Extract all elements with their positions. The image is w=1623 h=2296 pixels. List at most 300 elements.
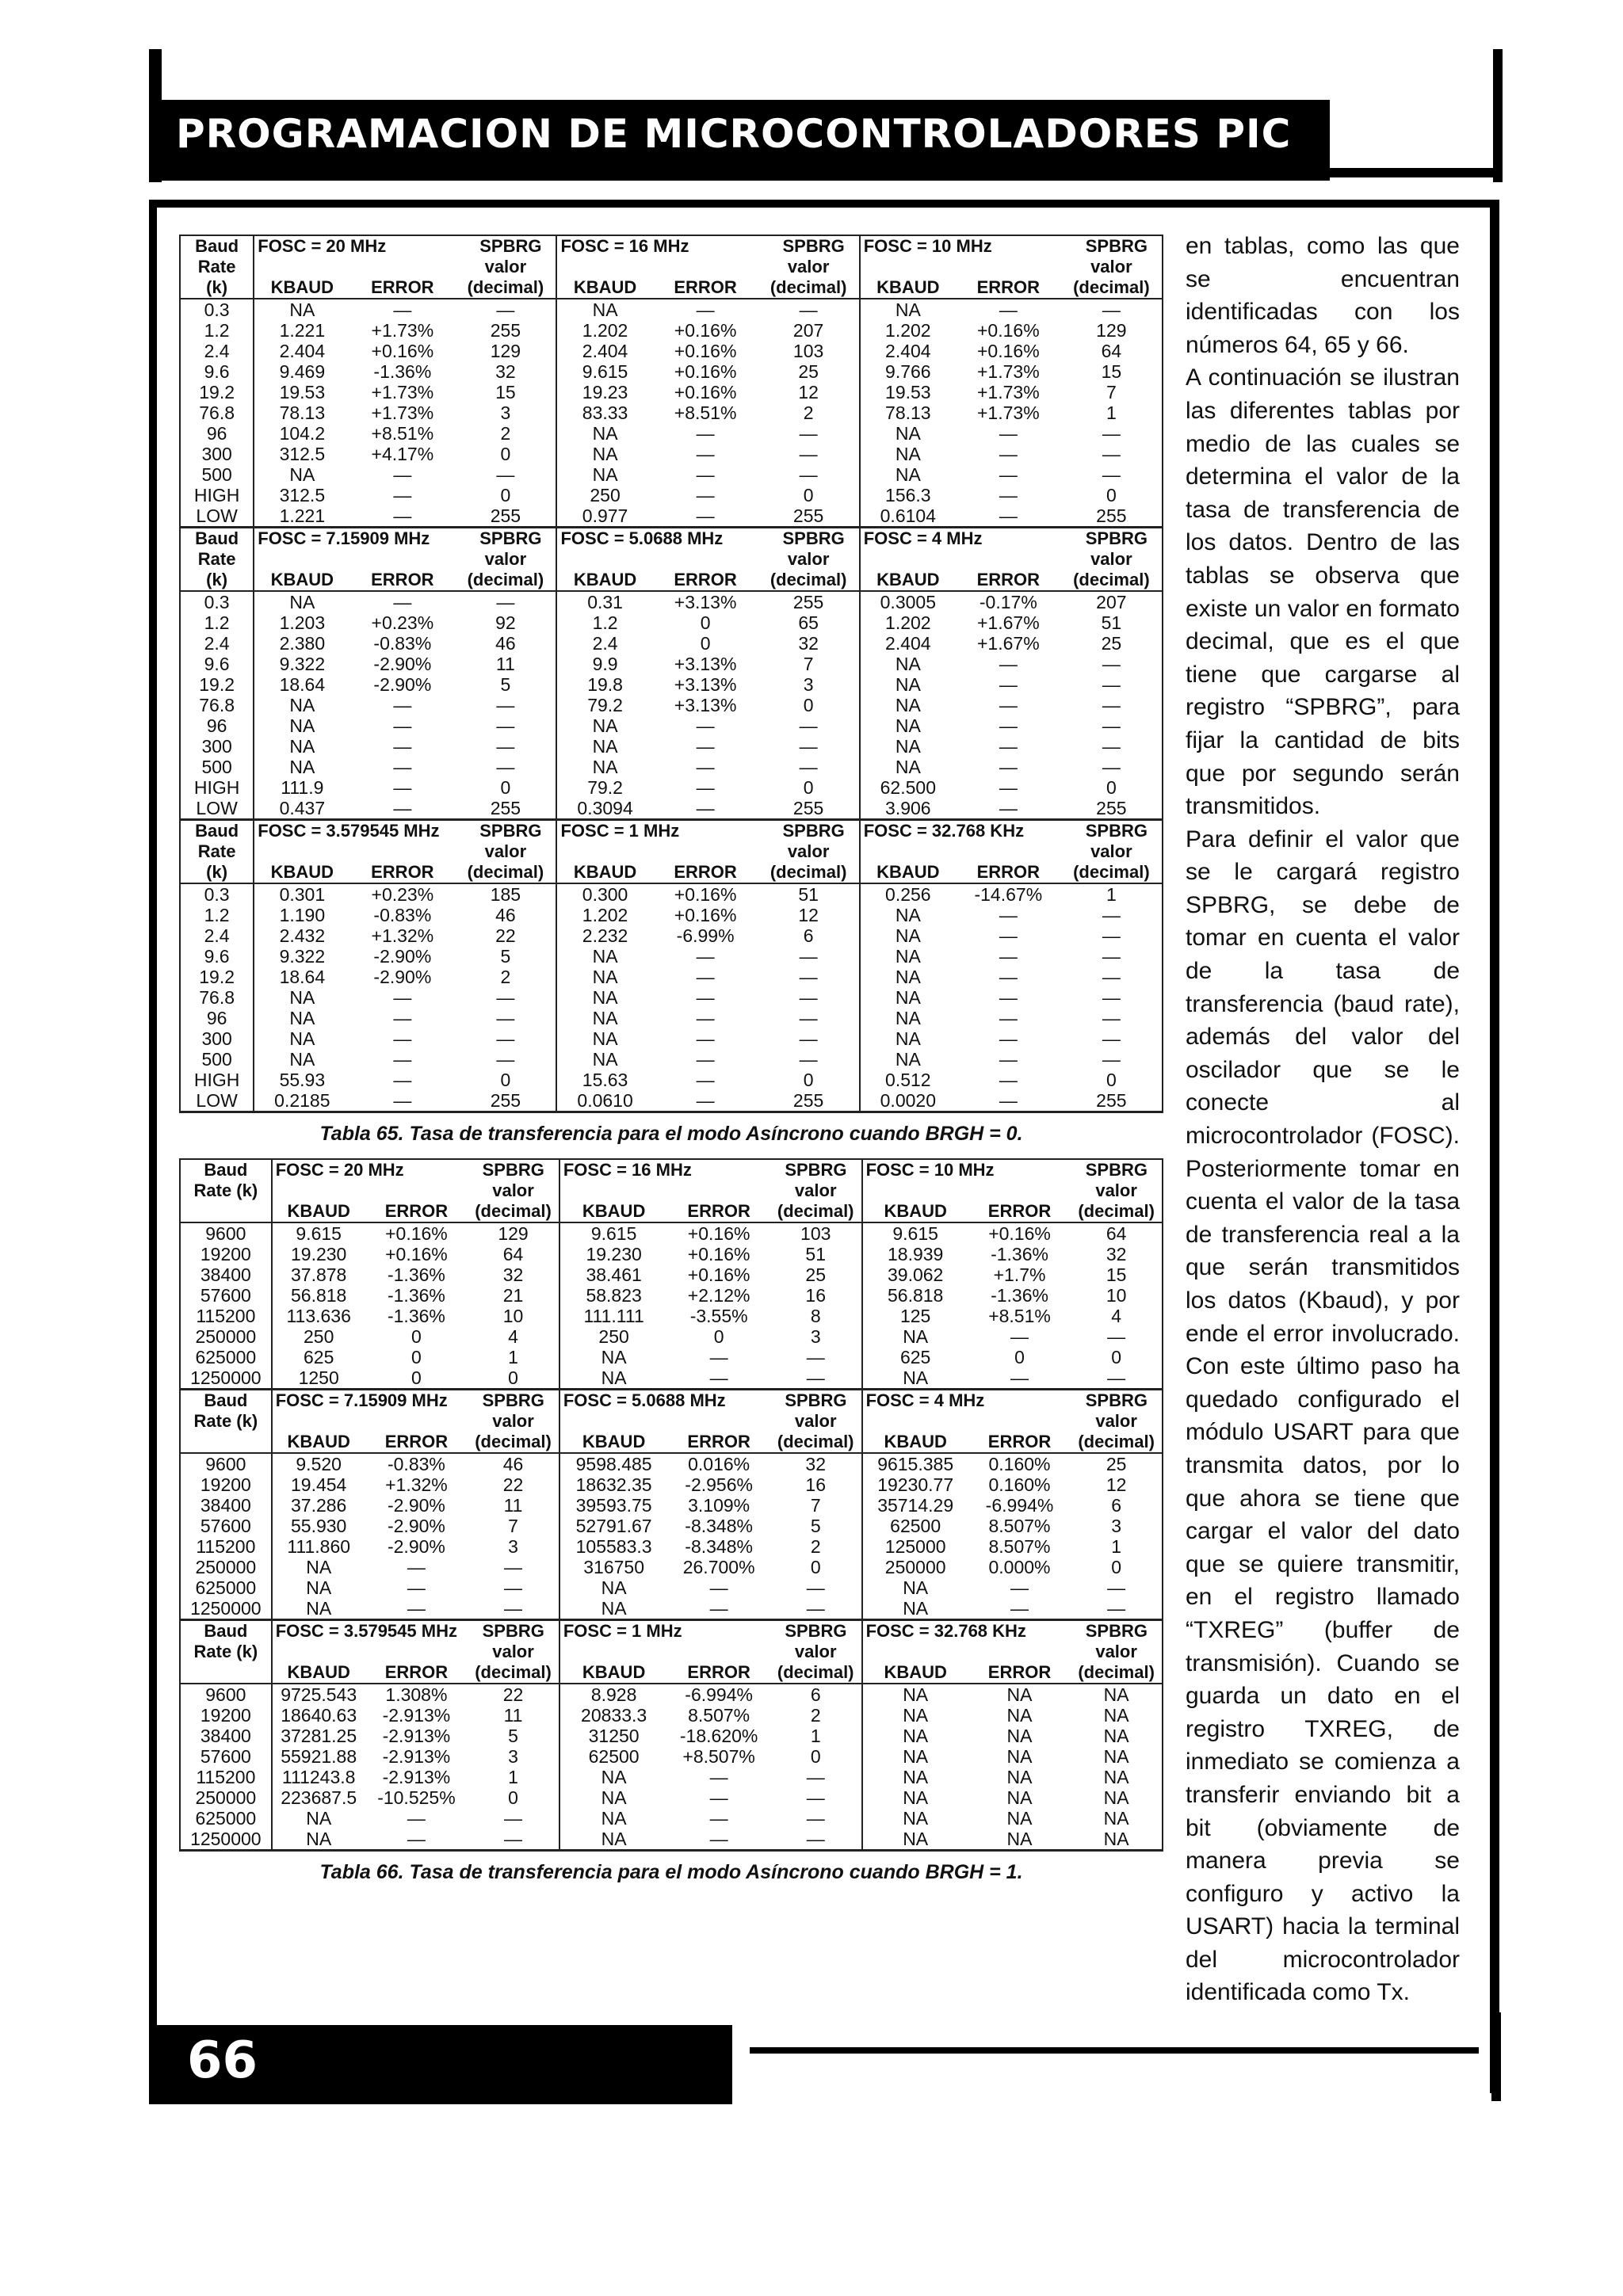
table-cell: 21	[502, 1285, 524, 1306]
table-cell: 12	[798, 905, 819, 925]
fosc-label: FOSC = 5.0688 MHz	[560, 528, 724, 548]
table-cell: NA	[860, 946, 956, 967]
header-kbaud: KBAUD	[862, 1662, 968, 1684]
table-row	[180, 1726, 1163, 1746]
table-cell: 3	[1111, 1516, 1122, 1536]
table-cell: —	[1102, 715, 1121, 736]
table-cell: 51	[805, 1244, 827, 1264]
body-paragraph: Para definir el valor que se le cargará registro SPBRG, se debe de tomar en cuenta el valor de la tasa de transferencia (baud rate), además del valor del oscilador que se le conecte al microcontrolador (FOSC). Posteriormente tomar en cuenta el valor de la tasa de transferencia real a la que serán transmitidos los datos (Kbaud), y por ende el error involucrado. Con este último paso ha quedado configurado el módulo USART para que transmita datos, por lo que ahora se tiene que cargar el valor del dato que se quiere transmitir, en el registro llamado “TXREG” (buffer de transmisión). Cuando se guarda un dato en el registro TXREG, de inmediato se comienza a transferir enviando bit a bit (obviamente de manera previa se configuro y activo la USART) hacia la terminal del microcontrolador identificada como Tx.	[1186, 826, 1460, 2006]
table-cell: +4.17%	[371, 444, 434, 464]
header-fosc	[556, 528, 859, 550]
frame-right-rule	[1493, 49, 1503, 182]
header-blank	[667, 1411, 770, 1432]
table-cell: —	[696, 1070, 715, 1090]
header-blank	[968, 1180, 1071, 1201]
table-cell: 11	[503, 1495, 523, 1516]
table-cell: 625	[272, 1347, 365, 1367]
table-cell: —	[696, 444, 715, 464]
table-header-row	[180, 1201, 1163, 1222]
table-cell: NA	[1103, 1746, 1129, 1767]
header-blank	[365, 1642, 468, 1662]
table-cell: NA	[860, 654, 956, 674]
header-decimal: (decimal)	[468, 1201, 559, 1222]
table-cell: 223687.5	[272, 1787, 365, 1808]
table-cell: 38400	[200, 1726, 251, 1746]
table-cell: 12	[1106, 1474, 1127, 1495]
table-row	[180, 695, 1163, 715]
table-cell: 9.6	[204, 361, 230, 382]
header-spbrg: SPBRG	[482, 1160, 544, 1180]
table-cell: NA	[860, 925, 956, 946]
table-cell: 8.507%	[988, 1516, 1051, 1536]
header-error: ERROR	[349, 862, 455, 883]
table-cell: 111.111	[559, 1306, 668, 1326]
table-cell: NA	[860, 905, 956, 925]
fosc-label: FOSC = 10 MHz	[865, 1160, 995, 1180]
table-cell: 0	[1111, 1557, 1122, 1577]
table-cell: 76.8	[199, 695, 235, 715]
table-cell: 0.2185	[254, 1090, 349, 1112]
header-fosc	[559, 1390, 862, 1412]
table-cell: —	[1010, 1577, 1029, 1598]
table-cell: NA	[862, 1808, 968, 1829]
table-cell: —	[349, 1090, 455, 1112]
header-decimal: (decimal)	[455, 570, 556, 591]
table-cell: —	[696, 423, 715, 444]
table-row	[180, 1244, 1163, 1264]
table-cell: —	[496, 736, 515, 757]
table-cell: —	[999, 1070, 1018, 1090]
table-row	[180, 402, 1163, 423]
table-header-row	[180, 1662, 1163, 1684]
table-cell: NA	[1006, 1726, 1033, 1746]
table-cell: 0.437	[254, 798, 349, 820]
header-decimal: (decimal)	[1071, 1432, 1163, 1453]
table-cell: —	[667, 1598, 770, 1620]
table-row	[180, 1516, 1163, 1536]
table-cell: +0.16%	[371, 341, 434, 361]
table-cell: —	[1071, 1598, 1163, 1620]
table-cell: -3.55%	[689, 1306, 748, 1326]
table-cell: 250	[556, 485, 652, 505]
table-cell: —	[1102, 444, 1121, 464]
header-valor: valor	[1095, 1411, 1137, 1431]
table-cell: 83.33	[556, 402, 652, 423]
table-cell: 32	[798, 633, 819, 654]
table-cell: —	[1102, 946, 1121, 967]
header-valor: valor	[484, 549, 527, 569]
fosc-label: FOSC = 16 MHz	[563, 1160, 692, 1180]
header-kbaud: KBAUD	[272, 1662, 365, 1684]
fosc-label: FOSC = 3.579545 MHz	[275, 1621, 457, 1641]
table-cell: 7	[508, 1516, 518, 1536]
footer-rule	[750, 2047, 1479, 2054]
table-cell: NA	[968, 1829, 1071, 1851]
table-row	[180, 1787, 1163, 1808]
table-cell: 1.202	[860, 612, 956, 633]
table-cell: +3.13%	[674, 674, 737, 695]
table-cell: —	[496, 715, 515, 736]
table-cell: 25	[798, 361, 819, 382]
table-cell: 19230.77	[862, 1474, 968, 1495]
table-cell: NA	[556, 444, 652, 464]
table-cell: -2.913%	[382, 1746, 451, 1767]
table-cell: NA	[860, 715, 956, 736]
table-cell: -8.348%	[685, 1516, 753, 1536]
table-cell: 129	[490, 341, 521, 361]
table-cell: 18.939	[862, 1244, 968, 1264]
header-blank	[559, 1411, 668, 1432]
table-cell: —	[1102, 299, 1121, 320]
table-row	[180, 1598, 1163, 1620]
table-cell: NA	[862, 1726, 968, 1746]
table-cell: —	[1102, 695, 1121, 715]
table-cell: —	[696, 464, 715, 485]
table-cell: —	[1102, 674, 1121, 695]
table-row	[180, 1264, 1163, 1285]
table-cell: 111243.8	[272, 1767, 365, 1787]
header-fosc	[254, 820, 556, 842]
table-cell: —	[799, 464, 818, 485]
header-rate: Rate (k)	[193, 1411, 258, 1431]
table-cell: +0.16%	[674, 884, 737, 905]
baud-rate-table	[179, 1158, 1163, 1852]
header-valor: valor	[1095, 1180, 1137, 1200]
table-cell: NA	[1103, 1787, 1129, 1808]
table-cell: —	[709, 1347, 728, 1367]
table-cell: —	[1102, 757, 1121, 777]
table-cell: 0.3	[204, 884, 230, 905]
table-cell: 57600	[200, 1746, 251, 1767]
table-cell: +0.16%	[977, 320, 1040, 341]
table-cell: -2.90%	[373, 967, 432, 987]
header-underline	[1328, 168, 1503, 177]
fosc-label: FOSC = 20 MHz	[275, 1160, 404, 1180]
table-cell: NA	[556, 1049, 652, 1070]
table-cell: +1.32%	[371, 925, 434, 946]
header-valor: valor	[1090, 841, 1132, 861]
fosc-label: FOSC = 4 MHz	[863, 528, 983, 548]
table-cell: 19.2	[199, 967, 235, 987]
table-cell: 8.928	[559, 1684, 668, 1705]
table-cell: 103	[800, 1223, 831, 1244]
table-row	[180, 1049, 1163, 1070]
table-cell: 62500	[559, 1746, 668, 1767]
header-baud: Baud	[204, 1621, 248, 1641]
table-cell: —	[496, 464, 515, 485]
table-cell: NA	[559, 1767, 668, 1787]
table-cell: 32	[1106, 1244, 1127, 1264]
header-decimal: (decimal)	[1071, 1201, 1163, 1222]
table-cell: 0.256	[860, 883, 956, 905]
table-row	[180, 299, 1163, 320]
table-cell: —	[1102, 1049, 1121, 1070]
table-cell: —	[999, 423, 1018, 444]
header-kbaud: KBAUD	[860, 277, 956, 299]
table-cell: +0.16%	[674, 905, 737, 925]
table-cell: 57600	[200, 1285, 251, 1306]
table-row	[180, 798, 1163, 820]
header-fosc	[559, 1620, 862, 1642]
table-cell: 55921.88	[272, 1746, 365, 1767]
table-cell: NA	[1103, 1767, 1129, 1787]
table-cell: 1.190	[254, 905, 349, 925]
header-blank	[556, 257, 652, 277]
table-row	[180, 757, 1163, 777]
header-kbaud: KBAUD	[862, 1432, 968, 1453]
table-cell: —	[496, 1008, 515, 1028]
table-cell: 46	[502, 1454, 524, 1474]
header-k	[180, 1432, 272, 1453]
table-cell: 0	[1014, 1347, 1025, 1367]
table-cell: 0	[1106, 1070, 1117, 1090]
table-cell: 0	[1106, 777, 1117, 798]
header-k: (k)	[180, 570, 254, 591]
table-cell: NA	[860, 1049, 956, 1070]
table-cell: 255	[455, 505, 556, 528]
header-error: ERROR	[349, 277, 455, 299]
table-cell: 25	[1101, 633, 1122, 654]
body-paragraph: A continuación se ilustran las diferentes tablas por medio de las cuales se determina el valor de la tasa de transferencia de los datos. Dentro de las tablas se observa que existe un valor en formato decimal, que es el que tiene que cargarse al registro “SPBRG”, para fijar la cantidad de bits que por segundo serán transmitidos.	[1186, 364, 1460, 820]
table-cell: 300	[201, 736, 232, 757]
table-cell: 18.64	[254, 967, 349, 987]
table-cell: —	[799, 444, 818, 464]
header-spbrg: SPBRG	[1085, 236, 1148, 256]
table-cell: 1.202	[556, 320, 652, 341]
table-row	[180, 1070, 1163, 1090]
table-cell: +1.73%	[371, 320, 434, 341]
table-cell: +2.12%	[687, 1285, 750, 1306]
table-cell: 312.5	[254, 444, 349, 464]
table-cell: 0.301	[254, 883, 349, 905]
table-cell: 1250000	[180, 1367, 272, 1390]
header-error: ERROR	[365, 1432, 468, 1453]
table-cell: —	[799, 736, 818, 757]
table-cell: NA	[860, 695, 956, 715]
table-header-row	[180, 841, 1163, 862]
table-cell: —	[799, 715, 818, 736]
table-cell: —	[393, 464, 412, 485]
table-cell: 9600	[205, 1223, 246, 1244]
table-cell: —	[709, 1808, 728, 1829]
table-cell: 64	[1101, 341, 1122, 361]
table-cell: 250000	[195, 1787, 257, 1808]
table-row	[180, 1495, 1163, 1516]
table-cell: +3.13%	[674, 592, 737, 612]
table-cell: 250	[272, 1326, 365, 1347]
table-cell: -6.994%	[985, 1495, 1054, 1516]
table-row	[180, 946, 1163, 967]
table-cell: -2.90%	[387, 1495, 445, 1516]
table-row	[180, 1684, 1163, 1705]
table-cell: NA	[254, 591, 349, 612]
table-cell: 0.3	[204, 299, 230, 320]
table-cell: 15	[1101, 361, 1122, 382]
table-cell: 10	[1106, 1285, 1127, 1306]
table-cell: —	[799, 299, 818, 320]
table-cell: 37.286	[272, 1495, 365, 1516]
table-cell: 12	[798, 382, 819, 402]
table-cell: 3	[500, 402, 511, 423]
table-row	[180, 987, 1163, 1008]
table-cell: —	[999, 464, 1018, 485]
table-cell: —	[349, 798, 455, 820]
table-cell: —	[468, 1598, 559, 1620]
table-cell: 7	[1106, 382, 1117, 402]
table-cell: NA	[559, 1598, 668, 1620]
header-blank	[667, 1180, 770, 1201]
table-header-row	[180, 257, 1163, 277]
table-cell: —	[1102, 1008, 1121, 1028]
table-cell: 3.906	[860, 798, 956, 820]
table-cell: +0.16%	[674, 320, 737, 341]
table-cell: 9.6	[204, 654, 230, 674]
table-header-row	[180, 1390, 1163, 1412]
table-cell: -0.83%	[387, 1454, 445, 1474]
table-cell: —	[799, 423, 818, 444]
header-spbrg: SPBRG	[479, 528, 542, 548]
table-cell: -2.956%	[685, 1474, 753, 1495]
table-cell: 19.53	[860, 382, 956, 402]
table-cell: —	[956, 1090, 1061, 1112]
table-cell: 19200	[200, 1705, 251, 1726]
table-cell: 11	[495, 654, 515, 674]
table-cell: NA	[862, 1705, 968, 1726]
table-cell: 38400	[200, 1495, 251, 1516]
table-cell: -2.90%	[387, 1536, 445, 1557]
fosc-label: FOSC = 3.579545 MHz	[258, 821, 440, 841]
table-cell: NA	[556, 757, 652, 777]
table-cell: —	[393, 1008, 412, 1028]
table-cell: 250000	[195, 1326, 257, 1347]
table-cell: NA	[860, 757, 956, 777]
table-cell: —	[696, 987, 715, 1008]
table-cell: 0	[500, 1070, 511, 1090]
header-decimal: (decimal)	[468, 1432, 559, 1453]
table-row	[180, 883, 1163, 905]
table-cell: 7	[803, 654, 814, 674]
table-cell: —	[1010, 1326, 1029, 1347]
table-cell: NA	[254, 1028, 349, 1049]
table-cell: 156.3	[860, 485, 956, 505]
table-header-row	[180, 1411, 1163, 1432]
table-cell: 0	[700, 612, 711, 633]
table-cell: +0.16%	[687, 1223, 750, 1244]
table-cell: 8.507%	[988, 1536, 1051, 1557]
table-cell: 500	[201, 1049, 232, 1070]
table-cell: 1250000	[180, 1829, 272, 1851]
table-row	[180, 341, 1163, 361]
table-cell: NA	[559, 1787, 668, 1808]
fosc-label: FOSC = 16 MHz	[560, 236, 689, 256]
table-cell: 300	[201, 444, 232, 464]
table-cell: 9600	[205, 1684, 246, 1705]
table-cell: -0.17%	[979, 592, 1037, 612]
table-cell: —	[1102, 987, 1121, 1008]
table-cell: 5	[508, 1726, 518, 1746]
header-blank	[254, 257, 349, 277]
header-spbrg: SPBRG	[1085, 528, 1148, 548]
table-cell: NA	[862, 1367, 968, 1390]
header-fosc	[862, 1620, 1163, 1642]
table-cell: 0.31	[556, 591, 652, 612]
header-spbrg: SPBRG	[785, 1160, 847, 1180]
header-valor: valor	[794, 1180, 837, 1200]
table-cell: 105583.3	[559, 1536, 668, 1557]
table-cell: 111.9	[254, 777, 349, 798]
table-cell: 0	[411, 1326, 422, 1347]
table-cell: 0	[500, 777, 511, 798]
header-k	[180, 1201, 272, 1222]
table-cell: —	[496, 987, 515, 1008]
header-decimal: (decimal)	[770, 1201, 862, 1222]
table-cell: +1.7%	[993, 1264, 1046, 1285]
table-header-row	[180, 862, 1163, 883]
table-cell: 0	[713, 1326, 724, 1347]
table-cell: +0.16%	[674, 361, 737, 382]
page-number: 66	[187, 2031, 258, 2090]
table-cell: 9615.385	[862, 1453, 968, 1474]
header-kbaud: KBAUD	[272, 1432, 365, 1453]
table-cell: —	[393, 299, 412, 320]
header-blank	[862, 1411, 968, 1432]
table-cell: 46	[495, 633, 516, 654]
table-cell: +1.73%	[977, 402, 1040, 423]
table-cell: 11	[503, 1705, 523, 1726]
header-error: ERROR	[653, 862, 758, 883]
header-blank	[862, 1642, 968, 1662]
table-cell: NA	[254, 1008, 349, 1028]
table-cell: 625000	[195, 1577, 257, 1598]
header-valor: valor	[492, 1180, 534, 1200]
table-cell: NA	[860, 1028, 956, 1049]
table-cell: 19.230	[272, 1244, 365, 1264]
table-cell: —	[999, 299, 1018, 320]
header-rate: Rate	[197, 841, 236, 861]
table-cell: —	[806, 1577, 825, 1598]
header-kbaud: KBAUD	[860, 862, 956, 883]
table-cell: 1	[1106, 884, 1117, 905]
table-cell: 1	[1106, 402, 1117, 423]
table-cell: 255	[758, 505, 860, 528]
table-cell: -2.913%	[382, 1767, 451, 1787]
table-cell: NA	[556, 715, 652, 736]
header-decimal: (decimal)	[758, 570, 860, 591]
table-cell: 625000	[195, 1347, 257, 1367]
header-blank	[860, 549, 956, 570]
table-cell: —	[667, 1367, 770, 1390]
table-cell: -1.36%	[373, 361, 432, 382]
table-cell: -6.99%	[676, 925, 735, 946]
table-cell: —	[407, 1577, 426, 1598]
table-cell: 0.160%	[988, 1474, 1051, 1495]
table-cell: 255	[455, 1090, 556, 1112]
table-cell: 0.3	[204, 592, 230, 612]
table-cell: 115200	[196, 1536, 256, 1557]
table-cell: 78.13	[860, 402, 956, 423]
table-cell: 207	[1096, 592, 1127, 612]
table-cell: —	[393, 592, 412, 612]
table-cell: 129	[1096, 320, 1127, 341]
table-cell: 46	[495, 905, 516, 925]
table-row	[180, 1306, 1163, 1326]
header-spbrg: SPBRG	[482, 1621, 544, 1641]
header-blank	[653, 257, 758, 277]
table-cell: -14.67%	[974, 884, 1043, 905]
table-cell: +0.16%	[687, 1244, 750, 1264]
table-cell: 9.322	[254, 946, 349, 967]
table-header-row	[180, 549, 1163, 570]
